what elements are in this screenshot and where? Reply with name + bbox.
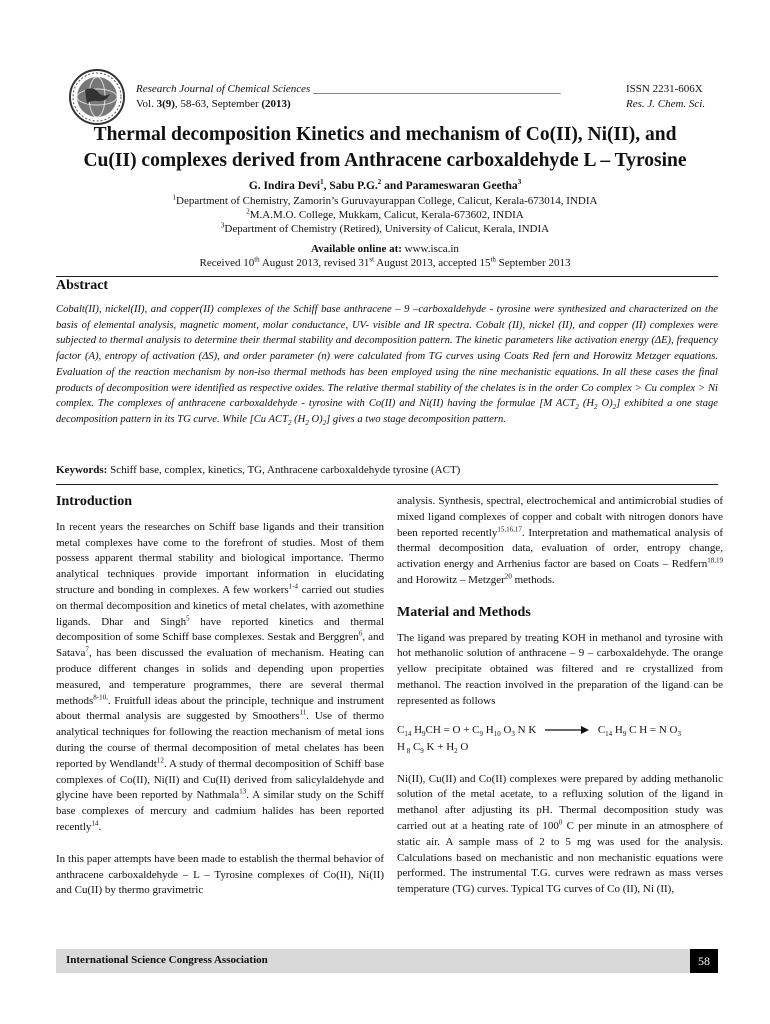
right-0c: and Horowitz – Metzger: [397, 573, 505, 586]
right-0a: analysis. Synthesis, spectral, electrochemical and antimicrobial studies of mixed ligand complexes of copper and cobalt with nitrogen donors have been reported recently: [397, 495, 723, 539]
eq-l2cs: 2: [454, 746, 458, 755]
author-3: and Parameswaran Geetha: [381, 180, 518, 192]
title-line-2: Cu(II) complexes derived from Anthracene carboxaldehyde L – Tyrosine: [83, 150, 687, 171]
left-column: [56, 494, 384, 911]
author-2-sup: 2: [377, 178, 382, 187]
issn: ISSN 2231-606X: [626, 83, 703, 95]
dates-3: August 2013, accepted 15: [374, 257, 491, 269]
dates-4: September 2013: [495, 257, 571, 269]
volume-info: [136, 97, 291, 112]
intro-ref-9: 14: [91, 819, 99, 828]
eq-o: O: [500, 723, 512, 736]
right-0b: . Interpretation and mathematical analysis of thermal decomposition data, evaluation of order, entropy change, activation energy and Arrhenius factor are based on Coats – Redfern: [397, 526, 723, 571]
intro-ref-7: 12: [156, 756, 164, 765]
methods-heading: Material and Methods: [397, 604, 531, 620]
eq-prod-h: H: [612, 723, 623, 736]
journal-name: Research Journal of Chemical Sciences: [136, 83, 311, 95]
eq-prod-cs: 14: [605, 729, 613, 738]
availability: [40, 243, 730, 255]
available-label: Available online at:: [311, 243, 405, 255]
eq-h2s: 10: [493, 729, 501, 738]
paper-title: [40, 122, 730, 174]
aff-2-sup: 2: [246, 207, 250, 216]
abs-sub-4: 2: [287, 419, 292, 428]
affiliation-3: [40, 222, 730, 236]
abs-sub-3: 2: [612, 403, 617, 412]
eq-h2: H: [483, 723, 494, 736]
equation-line-1: [397, 722, 723, 739]
intro-1g: . Use of thermo analytical techniques for following the reaction mechanism of metal ions during the course of thermal decomposition of metal chelates has been reported by Wendlandt: [56, 710, 385, 770]
abstract-rule: [56, 276, 718, 277]
abstract-text-1: Cobalt(II), nickel(II), and copper(II) complexes of the Schiff base anthracene – 9 –carboxaldehyde - tyrosine were synthesized and characterized on the basis of elemental analysis, magnetic moment, molar conductance, UV- visible and IR spectra. Cobalt (II), nickel (II), and copper (II) complexes were subjected to thermal analysis to determine their thermal stability and decomposition pattern. The kinetic parameters like activation energy (ΔE), frequency factor (A), entropy of activation (ΔS), and order parameter (n) were calculated from TG curves using Coats Red fern and Horowitz Metzger equations. Evaluation of the reaction mechanism by non-iso thermal methods has been employed using the nine mechanistic equations. In all these cases the final products of decomposition were identified as respective oxides. The relative thermal stability of the chelates is in the order Co complex > Cu complex > Ni complex. The complexes of anthracene carboxaldehyde - tyrosine with Co(II) and Ni(II) having the formulae [M ACT: [56, 304, 718, 410]
eq-c1: C: [397, 723, 405, 736]
abstract-text-7: ] gives a two stage decomposition pattern.: [326, 413, 506, 425]
vol-year: (2013): [261, 98, 291, 110]
intro-ref-3: 6: [358, 629, 363, 638]
keywords-label: Keywords:: [56, 464, 108, 476]
eq-c2s: 9: [479, 729, 484, 738]
methods-paragraph-2: [397, 772, 723, 898]
journal-header-line: [136, 82, 561, 97]
dates-s2: st: [369, 255, 375, 264]
intro-ref-5: 8-10,: [93, 692, 108, 701]
eq-l2b: C: [410, 740, 421, 753]
abstract-text-4: ] exhibited a one stage decomposition pattern in its TG curve. While [Cu ACT: [56, 398, 719, 425]
authors: [40, 180, 730, 192]
intro-ref-2: 5: [186, 613, 190, 622]
right-ref-3: 20: [504, 572, 512, 581]
intro-1h: . A study of thermal decomposition of Schiff base complexes of Co(II), Ni(II) and Cu(II) derived from salicylaldehyde and glycine have been reported by Nathmala: [56, 757, 384, 802]
abs-sub-6: 2: [322, 419, 327, 428]
vol-number: 3(9): [156, 98, 175, 110]
journal-url-link[interactable]: www.isca.in: [404, 243, 459, 255]
reaction-arrow-icon: [545, 726, 589, 734]
dates-1: Received 10: [199, 257, 255, 269]
header-rule: _____________________________________________: [313, 83, 561, 95]
intro-1e: , has been discussed the evaluation of mechanism. Heating can produce different changes in solids and depending upon properties measured, and temperature programmes, there are several thermal methods: [56, 647, 384, 707]
vol-prefix: Vol.: [136, 98, 157, 110]
author-2: , Sabu P.G.: [323, 180, 378, 192]
intro-1a: In recent years the researches on Schiff base ligands and their transition metal complexes have come to the forefront of studies. Most of them possess apparent thermal stability and biological importance. Thermo analytical techniques provide important information in elucidating structure and bonding in complexes. A few workers: [56, 520, 384, 596]
eq-l2bs: 9: [420, 746, 424, 755]
affiliation-2: [40, 208, 730, 222]
abstract-body: [56, 302, 718, 428]
dates-s1: th: [254, 255, 260, 264]
aff-1-text: Department of Chemistry, Zamorin’s Guruvayurappan College, Calicut, Kerala-673014, INDIA: [176, 195, 598, 207]
intro-1d: , and Satava: [56, 631, 384, 660]
intro-ref-6: 11: [299, 708, 307, 717]
introduction-heading: Introduction: [56, 494, 132, 509]
eq-prod-hs: 9: [622, 729, 627, 738]
reaction-equation: [397, 722, 723, 756]
aff-3-sup: 3: [220, 221, 225, 230]
aff-3-text: Department of Chemistry (Retired), University of Calicut, Kerala, INDIA: [224, 223, 550, 235]
journal-abbrev: Res. J. Chem. Sci.: [626, 98, 706, 110]
author-1-sup: 1: [320, 178, 324, 187]
degree-sup: 0: [558, 818, 563, 827]
intro-1i: . A similar study on the Schiff base complexes of mercury and cadmium halides has been reported recently: [56, 789, 384, 833]
abstract-text-3: O): [597, 398, 613, 410]
intro-ref-1: 1-4: [288, 582, 299, 591]
eq-prod-rest: C H = N O: [626, 723, 678, 736]
eq-l2as: 8: [404, 746, 411, 755]
dates-s3: th: [490, 255, 496, 264]
intro-paragraph-1: [56, 520, 384, 836]
eq-h1s: 9: [422, 729, 426, 738]
dates-2: August 2013, revised 31: [259, 257, 370, 269]
title-line-1: Thermal decomposition Kinetics and mechanism of Co(II), Ni(II), and: [93, 124, 677, 145]
eq-h1: H: [411, 723, 423, 736]
footer-organization: International Science Congress Association: [66, 954, 268, 966]
journal-logo-icon: [68, 68, 126, 126]
keywords-text: Schiff base, complex, kinetics, TG, Anthracene carboxaldehyde tyrosine (ACT): [107, 464, 461, 476]
right-0d: methods.: [511, 573, 555, 586]
eq-l2c: K + H: [423, 740, 455, 753]
right-ref-2: 18,19: [707, 556, 723, 565]
abs-sub-2: 2: [594, 403, 598, 412]
intro-1j: .: [98, 820, 102, 833]
abs-sub-5: 2: [305, 419, 309, 428]
right-2b: C per minute in an atmosphere of static air. A sample mass of 2 to 5 mg was used for the analysis. Calculations based on mechanistic and non mechanistic equations were performed. The instrumental T.G. curves were redrawn as mass verses temperature (TG) curves. Typical TG curves of Co (II), Ni (II),: [397, 819, 723, 896]
right-column: [397, 494, 723, 910]
methods-paragraph-1: The ligand was prepared by treating KOH in methanol and tyrosine with hot methanolic solution of anthracene – 9 – carboxaldehyde. The orange yellow precipitate obtained was filtered and re crystallized from methanol. The reaction involved in the preparation of the ligand can be represented as follows: [397, 631, 723, 707]
abstract-text-6: O): [308, 413, 323, 425]
eq-c1s: 14: [404, 729, 412, 738]
eq-nk: N K: [514, 723, 537, 736]
right-paragraph-0: [397, 494, 723, 589]
eq-l2d: O: [457, 740, 469, 753]
keywords: [56, 464, 718, 476]
eq-prod-c: C: [597, 723, 606, 736]
right-2a: Ni(II), Cu(II) and Co(II) complexes were prepared by adding methanolic solution of the metal acetate, to a refluxing solution of the ligand in methanol after adjusting its pH. Thermal decomposition study was carried out at a heating rate of 100: [397, 772, 723, 832]
aff-1-sup: 1: [172, 193, 177, 202]
page-number: 58: [690, 949, 718, 973]
intro-1c: have reported kinetics and thermal decomposition of some Schiff base complexes. Sestak and Berggren: [56, 615, 385, 644]
abstract-text-2: (H: [578, 398, 595, 410]
abstract-text-5: (H: [291, 413, 306, 425]
abs-sub-1: 2: [575, 403, 579, 412]
aff-2-text: M.A.M.O. College, Mukkam, Calicut, Kerala-673602, INDIA: [249, 209, 524, 221]
equation-line-2: [397, 739, 723, 756]
vol-pages: , 58-63, September: [174, 98, 262, 110]
intro-paragraph-2: In this paper attempts have been made to establish the thermal behavior of anthracene carboxaldehyde – L – Tyrosine complexes of Co(II), Ni(II) and Cu(II) by thermo gravimetric: [56, 852, 384, 897]
eq-l2a: H: [397, 740, 405, 753]
eq-prod-os: 3: [677, 729, 681, 738]
received-dates: [40, 257, 730, 269]
eq-rest1: CH = O + C: [425, 723, 480, 736]
abstract-heading: Abstract: [56, 278, 109, 293]
intro-ref-4: 7: [85, 645, 89, 654]
intro-1b: carried out studies on thermal decomposition and kinetics of metal chelates, with azomethine ligands. Dhar and Singh: [56, 583, 384, 628]
author-3-sup: 3: [517, 178, 522, 187]
eq-os: 3: [511, 729, 515, 738]
intro-1f: . Fruitfull ideas about the principle, technique and instrument about thermal analysis are suggested by Smoothers: [56, 694, 384, 723]
affiliation-1: [40, 194, 730, 208]
author-1: G. Indira Devi: [248, 180, 321, 192]
keywords-rule: [56, 484, 718, 485]
affiliations: [40, 194, 730, 236]
intro-ref-8: 13: [239, 787, 247, 796]
right-ref-1: 15,16,17: [497, 524, 522, 533]
